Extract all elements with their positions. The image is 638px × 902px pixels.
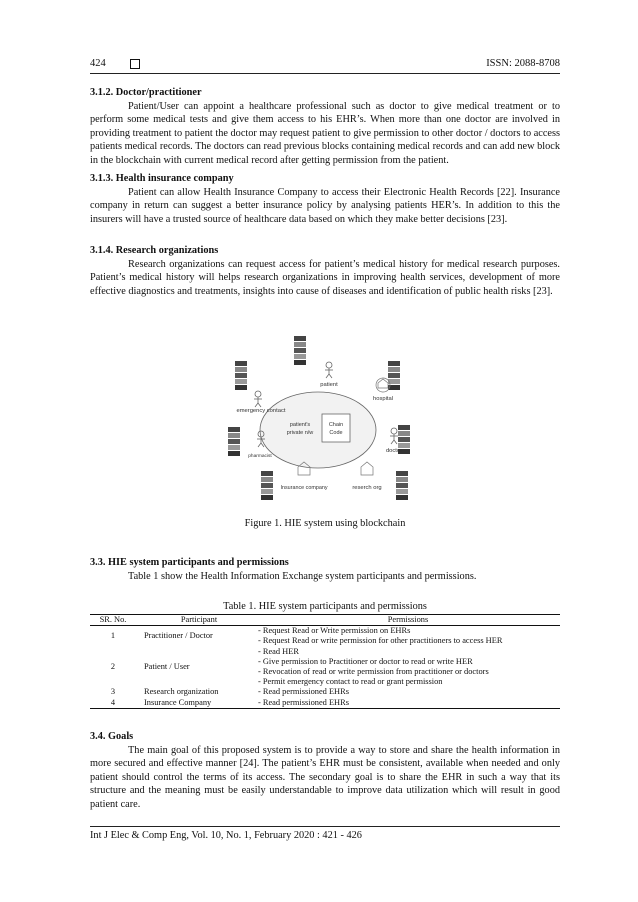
permissions-table — [90, 614, 560, 709]
column-header: Permissions — [256, 615, 560, 626]
permission-line: - Read permissioned EHRs — [258, 687, 349, 697]
blockchain-node-icon — [228, 427, 240, 456]
hospital-icon — [376, 378, 390, 392]
label-research-org: reserch org — [352, 485, 382, 491]
research-org-icon — [361, 462, 373, 475]
sr-cell: 1 — [110, 631, 116, 641]
sr-cell: 3 — [110, 687, 116, 697]
section-text: Research organizations can request access for patient’s medical history for medical research purposes. Patient’s medical history will helps research organizations in improving health services, development of more effective diagnostics and treatments, insights into cause of diseases and identification of public health risks [23]. — [90, 258, 560, 297]
page-footer: Int J Elec & Comp Eng, Vol. 10, No. 1, February 2020 : 421 - 426 — [90, 830, 362, 841]
sr-cell: 4 — [90, 698, 136, 709]
participant-cell: Insurance Company — [136, 698, 256, 709]
label-hospital: hospital — [373, 396, 393, 402]
participant-cell: Practitioner / Doctor — [144, 631, 213, 641]
checkbox-icon — [130, 59, 140, 69]
blockchain-node-icon — [235, 361, 247, 390]
doctor-icon — [390, 428, 398, 444]
section-text: Table 1 show the Health Information Exchange system participants and permissions. — [128, 570, 477, 582]
column-header: SR. No. — [90, 615, 136, 626]
label-emergency-contact: emergency contact — [236, 408, 286, 414]
permissions-cell — [256, 626, 560, 647]
table-row — [90, 626, 560, 647]
section-doctor — [90, 86, 560, 168]
label-pharmacist: pharmacist — [248, 454, 272, 459]
participant-cell: Research organization — [144, 687, 219, 697]
patient-icon — [325, 362, 333, 378]
permission-line: - Read HER — [258, 646, 299, 656]
private-network-line2: private n/w — [286, 430, 314, 436]
blockchain-node-icon — [294, 336, 306, 365]
section-research — [90, 244, 560, 298]
permissions-cell — [256, 687, 560, 697]
footer-rule — [90, 826, 560, 827]
section-text: Patient/User can appoint a healthcare professional such as doctor to give medical treatment or to perform some medical tests and give them access to his EHR’s. When more than one doctor are involved in providing treatment to patient the doctor may request patient to give permission to other doctor / doctors to access patients medical records. The doctors can read previous blocks containing medical records and can add new block in the blockchain with current medical record after getting permission from the patient. — [90, 100, 560, 166]
permission-line: - Permit emergency contact to read or grant permission — [258, 677, 443, 687]
issn: ISSN: 2088-8708 — [486, 58, 560, 69]
section-text: The main goal of this proposed system is to provide a way to store and share the health information in more secured and effective manner [24]. The patient’s EHR must be consistent, available when needed and only patient should control the terms of its access. The secondary goal is to share the EHR in such a way that its structure and the meaning must be easily understandable to improve data utilization which will result in good patient care. — [90, 744, 560, 810]
label-patient: patient — [320, 382, 338, 388]
section-insurance — [90, 172, 560, 226]
section-heading: 3.1.4. Research organizations — [90, 245, 219, 256]
section-text: Patient can allow Health Insurance Company to access their Electronic Health Records [22]. Insurance company in return can suggest a better insurance policy by analysing patients HER’s. In addition to this the insurers will have a trusted source of healthcare data based on which they make better decisions [23]. — [90, 186, 560, 225]
section-heading: 3.1.2. Doctor/practitioner — [90, 87, 202, 98]
permission-line: - Request Read or Write permission on EHRs — [258, 626, 411, 636]
table-row — [90, 687, 560, 697]
column-header: Participant — [136, 615, 256, 626]
section-heading: 3.3. HIE system participants and permissions — [90, 557, 289, 568]
permission-line: - Request Read or write permission for other practitioners to access HER — [258, 636, 503, 646]
private-network-line1: patient's — [289, 422, 311, 428]
table-caption: Table 1. HIE system participants and permissions — [223, 601, 427, 612]
sr-cell: 2 — [110, 661, 116, 671]
blockchain-node-icon — [396, 471, 408, 500]
table-header-row — [90, 615, 560, 626]
section-participants — [90, 556, 560, 583]
permission-line: - Read permissioned EHRs — [258, 697, 349, 707]
participant-cell: Patient / User — [144, 661, 190, 671]
header-rule — [90, 73, 560, 74]
network-ellipse — [260, 392, 376, 468]
figure-caption: Figure 1. HIE system using blockchain — [244, 518, 406, 529]
permissions-cell — [256, 647, 560, 688]
chain-code-box — [322, 414, 350, 442]
label-insurance: Insurance company — [280, 485, 328, 491]
chain-code-line1: Chain — [328, 422, 344, 428]
label-doctor: doctor — [385, 448, 403, 454]
chain-code-line2: Code — [329, 430, 343, 436]
permission-line: - Revocation of read or write permission from practitioner or doctors — [258, 667, 489, 677]
permissions-cell — [256, 698, 560, 709]
hie-figure — [228, 333, 410, 511]
section-heading: 3.4. Goals — [90, 731, 134, 742]
section-heading: 3.1.3. Health insurance company — [90, 173, 234, 184]
blockchain-node-icon — [261, 471, 273, 500]
table-row — [90, 698, 560, 709]
permission-line: - Give permission to Practitioner or doctor to read or write HER — [258, 656, 473, 666]
page-number: 424 — [90, 58, 106, 69]
table-row — [90, 647, 560, 688]
emergency-contact-icon — [254, 391, 262, 407]
section-goals — [90, 730, 560, 812]
